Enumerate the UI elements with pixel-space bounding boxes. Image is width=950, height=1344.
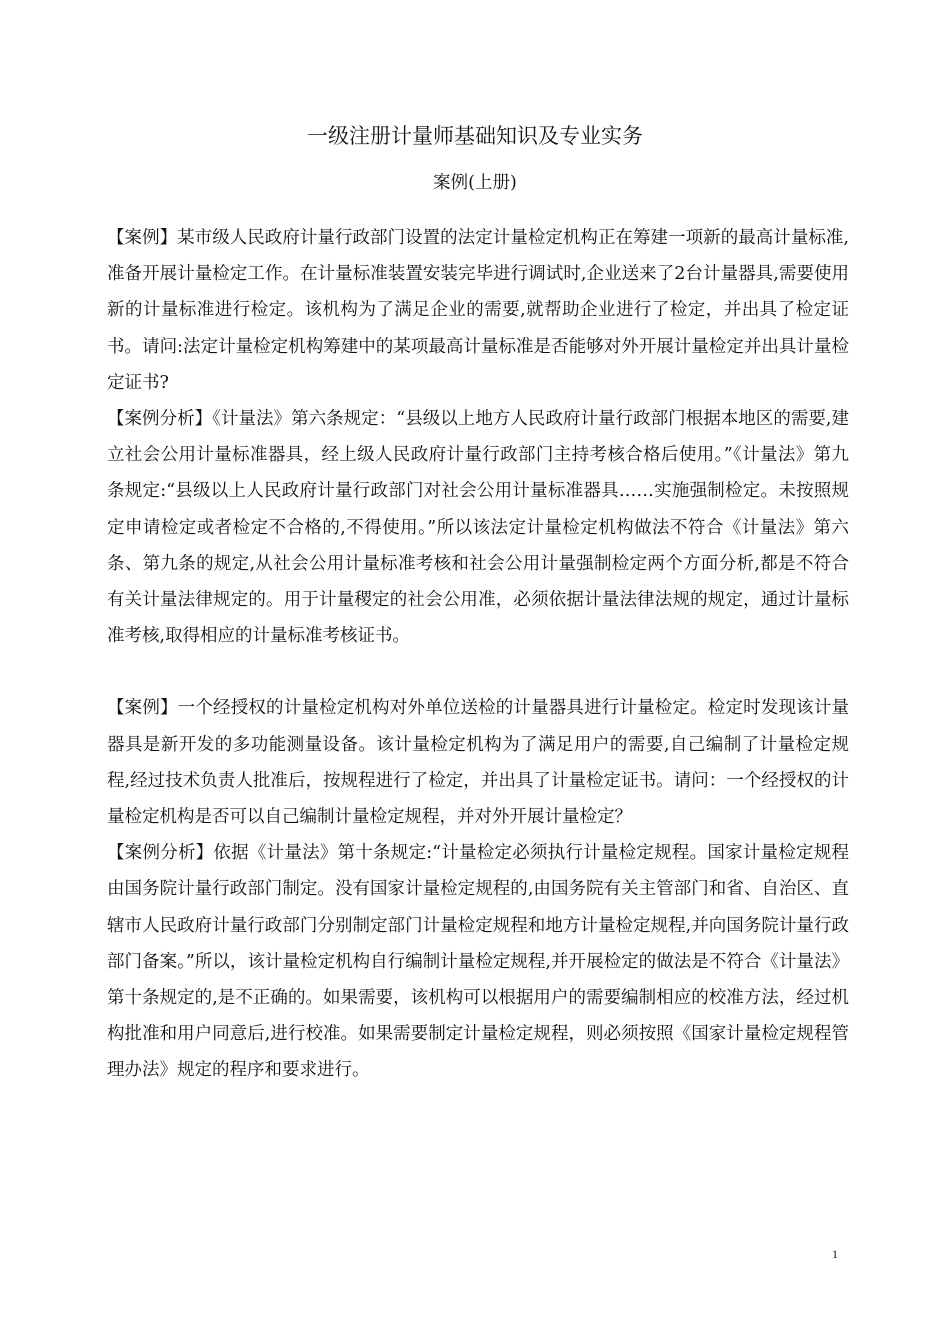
case-1-analysis: 【案例分析】《计量法》第六条规定：“县级以上地方人民政府计量行政部门根据本地区的需要,建立社会公用计量标准器具，经上级人民政府计量行政部门主持考核合格后使用。”《计量法》第九条规定:“县级以上人民政府计量行政部门对社会公用计量标准器具……实施强制检定。未按照规定申请检定或者检定不合格的,不得使用。”所以该法定计量检定机构做法不符合《计量法》第六条、第九条的规定,从社会公用计量标准考核和社会公用计量强制检定两个方面分析,都是不符合有关计量法律规定的。用于计量稷定的社会公用准，必须依据计量法律法规的规定，通过计量标准考核,取得相应的计量标准考核证书。 [107,409,849,647]
case-2-question: 【案例】一个经授权的计量检定机构对外单位送检的计量器具进行计量检定。检定时发现该计量器具是新开发的多功能测量设备。该计量检定机构为了满足用户的需要,自己编制了计量检定规程,经过技术负责人批准后，按规程进行了检定，并出具了计量检定证书。请问：一个经授权的计量检定机构是否可以自己编制计量检定规程，并对外开展计量检定？ [107,698,849,828]
case-2-analysis: 【案例分析】依据《计量法》第十条规定:“计量检定必须执行计量检定规程。国家计量检定规程由国务院计量行政部门制定。没有国家计量检定规程的,由国务院有关主管部门和省、自治区、直辖市人民政府计量行政部门分别制定部门计量检定规程和地方计量检定规程,并向国务院计量行政部门备案。”所以，该计量检定机构自行编制计量检定规程,并开展检定的做法是不符合《计量法》第十条规定的,是不正确的。如果需要，该机构可以根据用户的需要编制相应的校准方法，经过机构批准和用户同意后,进行校准。如果需要制定计量检定规程，则必须按照《国家计量检定规程管理办法》规定的程序和要求进行。 [107,843,849,1081]
section-spacer [107,654,849,690]
document-subtitle: 案例(上册) [433,173,517,193]
case-1-question: 【案例】某市级人民政府计量行政部门设置的法定计量检定机构正在筹建一项新的最高计量标准,准备开展计量检定工作。在计量标准装置安装完毕进行调试时,企业送来了2台计量器具,需要使用新的计量标准进行检定。该机构为了满足企业的需要,就帮助企业进行了检定，并出具了检定证书。请问:法定计量检定机构筹建中的某项最高计量标准是否能够对外开展计量检定并出具计量检定证书? [107,228,849,393]
page-number: 1 [832,1247,838,1261]
document-title: 一级注册计量师基础知识及专业实务 [307,124,643,148]
document-body [107,220,849,1089]
